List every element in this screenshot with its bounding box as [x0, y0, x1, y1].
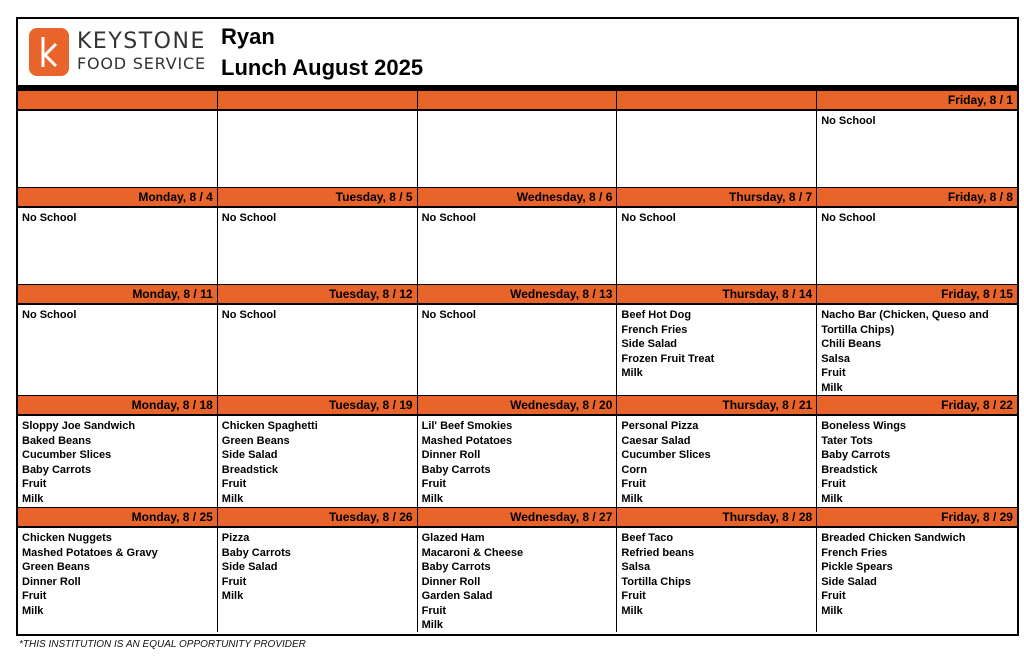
menu-item: Fruit	[421, 478, 447, 490]
day-menu	[418, 305, 617, 395]
day-menu	[218, 416, 417, 507]
day-cell	[418, 91, 618, 188]
day-label: Monday, 8 / 11	[18, 285, 217, 305]
menu-item: Fruit	[821, 367, 846, 379]
day-menu	[418, 111, 617, 187]
menu-item: Mashed Potatoes	[421, 434, 513, 447]
day-cell	[18, 396, 218, 508]
menu-item: Caesar Salad	[621, 434, 691, 447]
menu-item: Mashed Potatoes & Gravy	[22, 546, 158, 559]
menu-item: Pizza	[221, 532, 250, 544]
menu-item: Milk	[821, 492, 843, 505]
day-label: Monday, 8 / 25	[18, 508, 217, 528]
menu-item: Lil' Beef Smokies	[421, 420, 513, 432]
day-label: Wednesday, 8 / 6	[418, 188, 617, 208]
day-label	[18, 91, 217, 111]
day-cell	[218, 396, 418, 508]
logo-k-icon	[29, 28, 69, 76]
day-cell	[218, 91, 418, 188]
day-menu	[18, 111, 217, 187]
day-label: Wednesday, 8 / 27	[418, 508, 617, 528]
day-cell	[817, 285, 1017, 396]
menu-item: Baby Carrots	[221, 546, 291, 559]
menu-item: Chicken Nuggets	[22, 532, 112, 544]
menu-item: Fruit	[221, 478, 247, 490]
menu-item: Milk	[221, 590, 244, 602]
day-menu	[418, 208, 617, 284]
day-label: Friday, 8 / 8	[817, 188, 1017, 208]
menu-item: No School	[221, 212, 277, 224]
day-label: Monday, 8 / 18	[18, 396, 217, 416]
day-menu	[418, 528, 617, 633]
day-cell	[617, 91, 817, 188]
menu-item: Fruit	[22, 478, 47, 490]
menu-item: Fruit	[621, 590, 646, 602]
menu-item: French Fries	[821, 546, 888, 559]
menu-item: Cucumber Slices	[621, 449, 711, 461]
day-menu	[18, 208, 217, 284]
day-label: Tuesday, 8 / 12	[218, 285, 417, 305]
day-menu	[18, 416, 217, 507]
day-cell	[617, 508, 817, 632]
menu-item: Fruit	[221, 575, 247, 588]
day-cell	[218, 188, 418, 285]
menu-item: No School	[421, 212, 476, 224]
day-menu	[817, 111, 1017, 187]
day-cell	[418, 188, 618, 285]
equal-opportunity-note: *THIS INSTITUTION IS AN EQUAL OPPORTUNITY PROVIDER	[19, 639, 306, 650]
menu-item: Fruit	[821, 478, 846, 490]
week-row	[18, 91, 1017, 188]
day-cell	[18, 508, 218, 632]
day-label: Wednesday, 8 / 13	[418, 285, 617, 305]
menu-item: No School	[22, 309, 77, 321]
menu-item: Breadstick	[821, 463, 878, 476]
day-label: Thursday, 8 / 28	[617, 508, 816, 528]
menu-item: Dinner Roll	[421, 449, 481, 461]
menu-item: Beef Taco	[621, 532, 674, 544]
brand-name-line1: KEYSTONE	[77, 29, 206, 54]
day-label: Tuesday, 8 / 19	[218, 396, 417, 416]
menu-item: Glazed Ham	[421, 532, 485, 544]
menu-item: Baby Carrots	[421, 561, 491, 573]
menu-item: Milk	[821, 604, 843, 617]
menu-item: Chicken Spaghetti	[221, 420, 318, 432]
menu-item: Milk	[621, 604, 643, 617]
menu-item: Fruit	[22, 590, 47, 602]
day-label: Thursday, 8 / 7	[617, 188, 816, 208]
menu-item: Garden Salad	[421, 590, 493, 602]
day-menu	[617, 416, 816, 507]
day-cell	[418, 285, 618, 396]
day-menu	[218, 111, 417, 187]
day-label: Thursday, 8 / 14	[617, 285, 816, 305]
day-menu	[218, 528, 417, 632]
menu-item: Milk	[22, 492, 44, 505]
menu-item: Sloppy Joe Sandwich	[22, 420, 136, 432]
day-label: Friday, 8 / 1	[817, 91, 1017, 111]
day-menu	[218, 305, 417, 395]
day-cell	[617, 396, 817, 508]
day-cell	[418, 396, 618, 508]
menu-item: Milk	[421, 619, 443, 631]
week-row	[18, 508, 1017, 632]
day-menu	[418, 416, 617, 507]
menu-item: Tater Tots	[821, 434, 873, 447]
menu-item: Breaded Chicken Sandwich	[821, 532, 966, 544]
menu-item: Dinner Roll	[22, 575, 81, 588]
day-cell	[218, 285, 418, 396]
day-cell	[18, 91, 218, 188]
menu-item: Green Beans	[22, 561, 90, 573]
day-cell	[817, 91, 1017, 188]
day-cell	[817, 396, 1017, 508]
menu-item: Milk	[621, 492, 643, 505]
menu-item: Dinner Roll	[421, 575, 481, 588]
day-label	[617, 91, 816, 111]
menu-item: No School	[621, 212, 676, 224]
day-label: Tuesday, 8 / 5	[218, 188, 417, 208]
menu-item: No School	[821, 115, 876, 127]
menu-item: Personal Pizza	[621, 420, 699, 432]
day-label: Tuesday, 8 / 26	[218, 508, 417, 528]
menu-calendar-frame	[16, 17, 1019, 636]
day-menu	[218, 208, 417, 284]
day-menu	[18, 305, 217, 395]
day-label: Friday, 8 / 29	[817, 508, 1017, 528]
page-header	[18, 19, 1017, 85]
day-cell	[617, 285, 817, 396]
menu-item: French Fries	[621, 323, 688, 336]
day-label: Wednesday, 8 / 20	[418, 396, 617, 416]
menu-item: Nacho Bar (Chicken, Queso and Tortilla Chips)	[821, 309, 989, 336]
menu-item: Refried beans	[621, 546, 695, 559]
menu-item: Cucumber Slices	[22, 449, 112, 461]
week-row	[18, 396, 1017, 508]
menu-item: Side Salad	[221, 561, 278, 573]
menu-item: Beef Hot Dog	[621, 309, 692, 321]
menu-item: Salsa	[621, 561, 651, 573]
menu-title: Lunch August 2025	[221, 55, 424, 80]
day-menu	[617, 208, 816, 284]
menu-item: Fruit	[621, 478, 646, 490]
menu-item: Side Salad	[621, 338, 678, 350]
day-label	[218, 91, 417, 111]
keystone-logo-icon	[29, 28, 69, 76]
menu-item: No School	[421, 309, 476, 321]
menu-item: No School	[22, 212, 77, 224]
menu-item: Pickle Spears	[821, 561, 893, 573]
menu-item: Baby Carrots	[821, 449, 891, 461]
week-row	[18, 285, 1017, 396]
day-label: Friday, 8 / 15	[817, 285, 1017, 305]
day-cell	[617, 188, 817, 285]
menu-item: Baked Beans	[22, 434, 92, 447]
day-cell	[817, 508, 1017, 632]
day-label: Friday, 8 / 22	[817, 396, 1017, 416]
day-menu	[617, 111, 816, 187]
menu-item: Milk	[621, 367, 643, 379]
brand-name-line2: FOOD SERVICE	[77, 54, 206, 73]
day-cell	[18, 188, 218, 285]
menu-item: Milk	[421, 492, 443, 505]
day-menu	[617, 305, 816, 395]
day-menu	[817, 305, 1017, 395]
day-label	[418, 91, 617, 111]
school-name: Ryan	[221, 24, 275, 49]
day-menu	[617, 528, 816, 632]
week-row	[18, 188, 1017, 285]
menu-item: No School	[821, 212, 876, 224]
menu-item: Macaroni & Cheese	[421, 546, 524, 559]
menu-item: Salsa	[821, 352, 850, 365]
day-cell	[418, 508, 618, 632]
menu-item: Baby Carrots	[22, 463, 92, 476]
menu-item: No School	[221, 309, 277, 321]
menu-item: Milk	[221, 492, 244, 505]
day-menu	[817, 416, 1017, 507]
menu-item: Frozen Fruit Treat	[621, 352, 715, 365]
menu-item: Side Salad	[821, 575, 877, 588]
day-menu	[18, 528, 217, 632]
menu-item: Fruit	[821, 590, 846, 602]
menu-item: Corn	[621, 463, 648, 476]
menu-item: Breadstick	[221, 463, 279, 476]
menu-item: Milk	[22, 604, 44, 617]
day-cell	[18, 285, 218, 396]
day-cell	[817, 188, 1017, 285]
menu-item: Boneless Wings	[821, 420, 907, 432]
menu-item: Fruit	[421, 604, 447, 617]
menu-item: Side Salad	[221, 449, 278, 461]
day-menu	[817, 528, 1017, 632]
day-menu	[817, 208, 1017, 284]
day-cell	[218, 508, 418, 632]
day-label: Monday, 8 / 4	[18, 188, 217, 208]
menu-item: Baby Carrots	[421, 463, 491, 476]
day-label: Thursday, 8 / 21	[617, 396, 816, 416]
menu-item: Green Beans	[221, 434, 290, 447]
menu-item: Tortilla Chips	[621, 575, 691, 588]
menu-item: Chili Beans	[821, 338, 882, 350]
menu-item: Milk	[821, 381, 843, 394]
